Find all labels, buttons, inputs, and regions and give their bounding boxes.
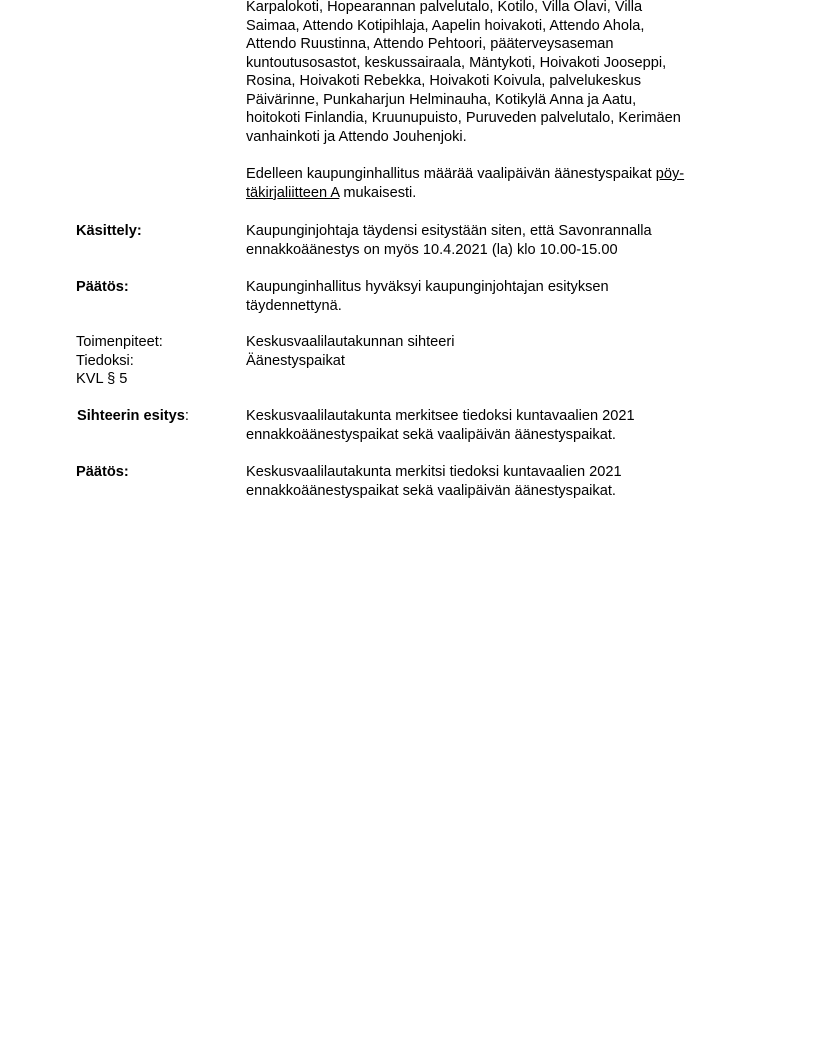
attachment-a-link-part2[interactable]: täkirjaliitteen A	[246, 184, 340, 201]
actions-labels	[76, 333, 241, 389]
kasittely-label: Käsittely:	[76, 223, 142, 239]
sihteerin-esitys-text	[246, 407, 732, 444]
sihteerin-esitys-line: Keskusvaalilautakunta merkitsee tiedoksi kuntavaalien 2021	[246, 408, 635, 424]
paatos-final-label: Päätös:	[76, 464, 129, 480]
paatos-line: Kaupunginhallitus hyväksyi kaupunginjohtajan esityksen	[246, 279, 609, 295]
intro-line: Karpalokoti, Hopearannan palvelutalo, Kotilo, Villa Olavi, Villa	[246, 0, 643, 15]
intro-line: Attendo Ruustinna, Attendo Pehtoori, pääterveysaseman	[246, 36, 614, 52]
paatos-line: täydennettynä.	[246, 297, 342, 314]
sihteerin-esitys-line: ennakkoäänestyspaikat sekä vaalipäivän äänestyspaikat.	[246, 426, 616, 443]
voting-day-text-end: mukaisesti.	[339, 184, 417, 201]
paatos-final-text	[246, 463, 732, 500]
intro-line: hoitokoti Finlandia, Kruunupuisto, Puruveden palvelutalo, Kerimäen	[246, 110, 681, 126]
actions-values	[246, 333, 732, 370]
paatos-text	[246, 278, 732, 315]
paatos-final-line: Keskusvaalilautakunta merkitsi tiedoksi kuntavaalien 2021	[246, 464, 622, 480]
sihteerin-esitys-label	[77, 407, 242, 426]
intro-line: vanhainkoti ja Attendo Jouhenjoki.	[246, 128, 467, 145]
voting-day-paragraph	[246, 165, 732, 202]
toimenpiteet-label: Toimenpiteet:	[76, 334, 163, 350]
attachment-a-link-part1[interactable]: pöy-	[655, 166, 685, 182]
intro-line: kuntoutusosastot, keskussairaala, Mäntykoti, Hoivakoti Jooseppi,	[246, 54, 667, 71]
tiedoksi-label: Tiedoksi:	[76, 352, 134, 369]
voting-day-line-2	[246, 184, 732, 203]
intro-line: Saimaa, Attendo Kotipihlaja, Aapelin hoivakoti, Attendo Ahola,	[246, 17, 645, 34]
kvl-section-label: KVL § 5	[76, 371, 128, 387]
intro-line: Päivärinne, Punkaharjun Helminauha, Kotikylä Anna ja Aatu,	[246, 91, 637, 108]
intro-paragraph	[246, 0, 732, 146]
kasittely-text	[246, 222, 732, 259]
voting-day-text: Edelleen kaupunginhallitus määrää vaalipäivän äänestyspaikat	[246, 166, 656, 182]
sihteerin-esitys-colon: :	[184, 408, 189, 424]
toimenpiteet-value: Keskusvaalilautakunnan sihteeri	[246, 334, 455, 350]
kasittely-line: Kaupunginjohtaja täydensi esitystään siten, että Savonrannalla	[246, 223, 652, 239]
sihteerin-esitys-label-text: Sihteerin esitys	[77, 408, 185, 424]
kasittely-line: ennakkoäänestys on myös 10.4.2021 (la) klo 10.00-15.00	[246, 241, 618, 258]
paatos-label: Päätös:	[76, 279, 129, 295]
intro-line: Rosina, Hoivakoti Rebekka, Hoivakoti Koivula, palvelukeskus	[246, 73, 642, 89]
voting-day-line-1	[246, 165, 732, 184]
tiedoksi-value: Äänestyspaikat	[246, 352, 345, 369]
paatos-final-line: ennakkoäänestyspaikat sekä vaalipäivän äänestyspaikat.	[246, 482, 616, 499]
